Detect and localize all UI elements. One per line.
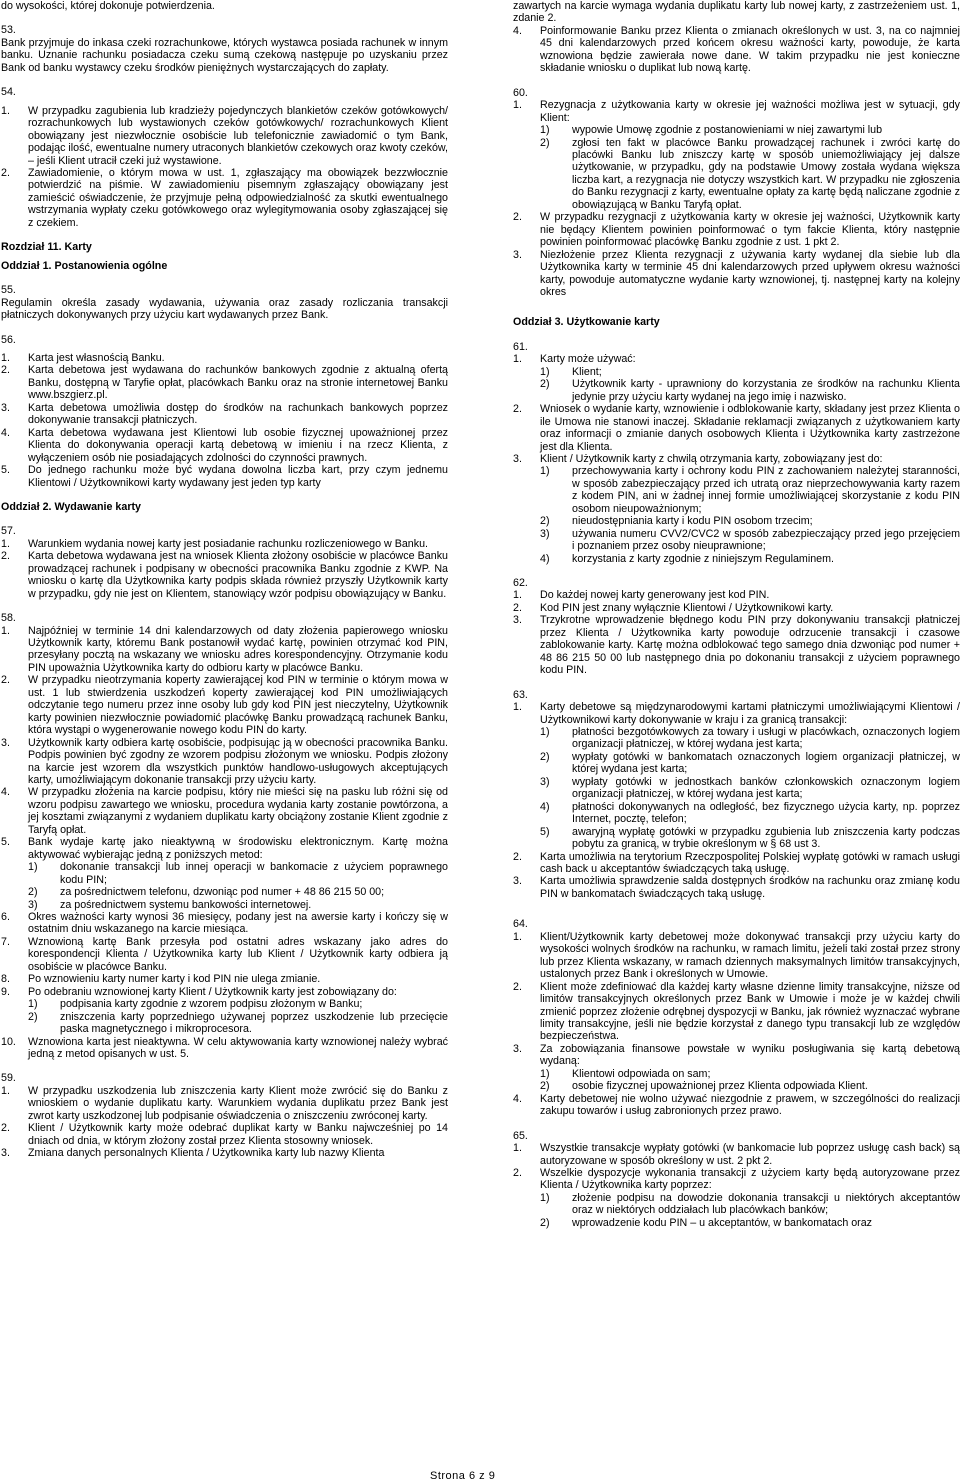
section-54-title: 54.	[1, 86, 16, 99]
item-text: Za zobowiązania finansowe powstałe w wyniku posługiwania się kartą debetową wydaną:	[540, 1042, 960, 1068]
item-text: złożenie podpisu na dowodzie dokonania transakcji u niektórych akceptantów oraz w niektórych oddziałach lub placówkach banków;	[572, 1191, 960, 1217]
item-text: Karta jest własnością Banku.	[28, 351, 165, 364]
item-text: zniszczenia karty poprzedniego używanej poprzez uszkodzenie lub przecięcie paska magnetycznego i mikroprocesora.	[60, 1010, 448, 1036]
section-64-3-sublist	[513, 1068, 960, 1093]
item-number: 2)	[540, 136, 550, 149]
item-number: 3.	[513, 875, 522, 888]
item-text: W przypadku zagubienia lub kradzieży pojedynczych blankietów czeków gotówkowych/ rozrachunkowych lub wystawionych czeków gotówkowych/ rozrachunkowych Klient obowiązany jest niezwłocznie osobiście lub telefonicznie zawiadomić o tym Bank, podając ilość, ewentualne numery utraconych blankietów czekowych oraz kwoty czeków, – jeśli Klient utracił czeki już wystawione.	[28, 104, 448, 167]
item-text: Do jednego rachunku może być wydana dowolna liczba kart, przy czym jednemu Klientowi / Użytkownikowi karty wydawany jest jeden typ karty	[28, 464, 448, 489]
sub-list-item	[513, 528, 960, 553]
item-number: 1.	[513, 701, 522, 714]
item-text: płatności bezgotówkowych za towary i usługi w placówkach, oznaczonych logiem organizacji płatniczej, w której wydana jest karta;	[572, 726, 960, 751]
item-text: Poinformowanie Banku przez Klienta o zmianach określonych w ust. 3, na co najmniej 45 dni kalendarzowych przed końcem okresu ważności karty, powoduje, że karta wznowiona będzie zawierała nowe dane. W takim przypadku nie jest konieczne składanie wniosku o duplikat lub nową kartę.	[540, 24, 960, 75]
sub-list-item	[513, 515, 960, 527]
item-text: płatności dokonywanych na odległość, bez fizycznego użycia karty, np. poprzez Internet, pocztę, telefon;	[572, 800, 960, 826]
list-item	[513, 99, 960, 124]
item-number: 9.	[1, 985, 10, 998]
item-text: Klientowi odpowiada on sam;	[572, 1067, 711, 1080]
item-text: Rezygnacja z użytkowania karty w okresie jej ważności możliwa jest w sytuacji, gdy Klient:	[540, 99, 960, 124]
sub-list-item	[513, 801, 960, 826]
list-item	[513, 614, 960, 676]
item-number: 7.	[1, 935, 10, 948]
item-text: Karta umożliwia sprawdzenie salda dostępnych środków na rachunku oraz zmianę kodu PIN w bankomatach świadczących taką usługę.	[540, 875, 960, 900]
item-text: W przypadku złożenia na karcie podpisu, który nie mieści się na pasku lub różni się od wzoru podpisu zawartego we wniosku, procedura wydania karty zostanie powtórzona, a jej kosztami związanymi z wydaniem duplikatu karty obciążony zostanie Klient zgodnie z Taryfą opłat.	[28, 786, 448, 836]
item-number: 3.	[1, 1147, 10, 1160]
sub-list-item	[1, 998, 448, 1010]
item-number: 10.	[1, 1035, 16, 1048]
item-number: 1.	[1, 624, 10, 637]
section-58-5-sublist	[1, 861, 448, 911]
section-62-list	[513, 589, 960, 676]
list-item	[1, 674, 448, 736]
item-text: awaryjną wypłatę gotówki w przypadku zgubienia lub zniszczenia karty podczas pobytu za granicą, w trybie określonym w § 68 ust 3.	[572, 825, 960, 851]
left-column	[0, 0, 448, 1160]
section-56-title: 56.	[1, 333, 16, 346]
section-65-title: 65.	[513, 1129, 528, 1142]
sub-list-item	[513, 1068, 960, 1080]
item-text: wypłaty gotówki w jednostkach banków członkowskich oznaczonym logiem organizacji płatniczej, w której wydana jest karta;	[572, 775, 960, 801]
item-number: 1.	[1, 537, 10, 550]
item-text: Klient / Użytkownik karty może odebrać duplikat karty w Banku najwcześniej po 14 dniach od dnia, w którym złożony został przez Klienta stosowny wniosek.	[28, 1122, 448, 1147]
sub-list-item	[513, 1217, 960, 1229]
item-number: 2.	[1, 166, 10, 179]
list-item	[513, 25, 960, 75]
item-text: Okres ważności karty wynosi 36 miesięcy, podany jest na awersie karty i kończy się w ostatnim dniu wskazanego na karcie miesiąca.	[28, 911, 448, 936]
sub-list-item	[513, 1192, 960, 1217]
item-text: Zawiadomienie, o którym mowa w ust. 1, zgłaszający ma obowiązek bezzwłocznie potwierdzić na piśmie. W zawiadomieniu pisemnym zgłaszający obowiązany jest zamieścić oświadczenie, że przyjmuje pełną odpowiedzialność za skutki ewentualnego wstrzymania wypłaty czeku gotówkowego oraz wylegitymowania osoby zgłaszającej się z czekiem.	[28, 166, 448, 229]
item-text: Użytkownik karty - uprawniony do korzystania ze środków na rachunku Klienta jedynie przy użyciu karty wydanej na jego imię i nazwisko.	[572, 378, 960, 403]
item-text: Do każdej nowej karty generowany jest kod PIN.	[540, 589, 770, 602]
section-54-list	[1, 105, 448, 230]
list-item	[513, 211, 960, 248]
item-text: W przypadku rezygnacji z użytkowania karty w okresie jej ważności, Użytkownik karty nie będący Klientem powinien poinformować o tym fakcie Klienta, który następnie powinien poinformować placówkę Banku zgodnie z ust. 1 pkt 2.	[540, 211, 960, 249]
item-number: 4)	[540, 800, 550, 813]
section-59-title: 59.	[1, 1072, 16, 1085]
item-number: 1.	[513, 930, 522, 943]
item-number: 5)	[540, 825, 550, 838]
list-item	[1, 538, 448, 550]
item-number: 2.	[513, 850, 522, 863]
section-58-9-sublist	[1, 998, 448, 1035]
item-number: 1)	[28, 998, 38, 1011]
section-58-list-a	[1, 625, 448, 862]
section-57-title: 57.	[1, 525, 16, 538]
item-text: osobie fizycznej upoważnionej przez Klienta odpowiada Klient.	[572, 1080, 868, 1093]
item-number: 1.	[1, 1084, 10, 1097]
section-58-title: 58.	[1, 612, 16, 625]
list-item	[1, 427, 448, 464]
item-text: Karta debetowa umożliwia dostęp do środków na rachunkach bankowych poprzez dokonywanie transakcji płatniczych.	[28, 401, 448, 427]
item-number: 2.	[513, 1166, 522, 1179]
list-item	[513, 602, 960, 614]
list-item	[1, 625, 448, 675]
sub-list-item	[513, 751, 960, 776]
item-number: 2.	[513, 403, 522, 416]
item-text: przechowywania karty i ochrony kodu PIN z zachowaniem należytej staranności, w sposób zabezpieczający przed ich utratą oraz nieprzechowywania karty razem z kodem PIN, ani w żadnej innej formie umożliwiającej skorzystanie z kodu PIN osobom nieupoważnionym;	[572, 465, 960, 515]
item-number: 3.	[1, 401, 10, 414]
section-53-title: 53.	[1, 24, 16, 37]
list-item	[1, 936, 448, 973]
oddzial-2-heading: Oddział 2. Wydawanie karty	[1, 500, 141, 513]
item-number: 2)	[540, 1216, 550, 1229]
item-number: 5.	[1, 836, 10, 849]
list-item	[513, 589, 960, 601]
item-text: dokonanie transakcji lub innej operacji w bankomacie z użyciem poprawnego kodu PIN;	[60, 861, 448, 886]
item-number: 1.	[513, 99, 522, 112]
item-number: 2.	[1, 674, 10, 687]
item-number: 2.	[1, 550, 10, 563]
item-number: 3)	[540, 527, 550, 540]
item-number: 1)	[540, 1191, 550, 1204]
item-text: Użytkownik karty odbiera kartę osobiście, podpisując ją w obecności pracownika Banku. Podpis powinien być zgodny ze wzorem podpisu złożonym we wniosku. Podpis złożony na karcie jest wzorem dla wszystkich punktów handlowo-usługowych akceptujących karty, umożliwiającym dokonanie transakcji przy użyciu karty.	[28, 736, 448, 787]
item-number: 2.	[513, 211, 522, 224]
list-item	[1, 737, 448, 787]
section-64-title: 64.	[513, 918, 528, 931]
item-text: Karty debetowej nie wolno używać niezgodnie z prawem, w szczególności do realizacji zakupu towarów i usług zabronionych przez prawo.	[540, 1092, 960, 1118]
item-number: 2)	[540, 378, 550, 391]
section-60-title: 60.	[513, 86, 528, 99]
item-number: 2.	[513, 601, 522, 614]
section-64-list	[513, 931, 960, 1068]
list-item	[1, 364, 448, 401]
item-number: 1)	[540, 726, 550, 739]
sub-list-item	[513, 553, 960, 565]
sub-list-item	[513, 124, 960, 136]
item-text: Po wznowieniu karty numer karty i kod PIN nie ulega zmianie.	[28, 973, 321, 986]
item-text: Niezłożenie przez Klienta rezygnacji z używania karty wydanej dla siebie lub dla Użytkownika karty w terminie 45 dni kalendarzowych przed upływem okresu ważności karty, powoduje automatyczne wydanie karty wznowionej, tj. następnej karty na kolejny okres	[540, 248, 960, 298]
item-number: 8.	[1, 973, 10, 986]
list-item	[513, 1043, 960, 1068]
sub-list-item	[1, 861, 448, 886]
item-number: 1)	[540, 124, 550, 137]
list-item	[1, 352, 448, 364]
sub-list-item	[513, 1080, 960, 1092]
item-text: Klient / Użytkownik karty z chwilą otrzymania karty, zobowiązany jest do:	[540, 452, 883, 465]
item-text: Warunkiem wydania nowej karty jest posiadanie rachunku rozliczeniowego w Banku.	[28, 537, 428, 550]
section-59-list	[1, 1085, 448, 1160]
list-item	[1, 986, 448, 998]
item-text: Karta debetowa wydawana jest na wniosek Klienta złożony osobiście w placówce Banku prowadzącej rachunek i podpisany w obecności pracownika Banku zgodnie z KWP. Na wniosku o kartę dla Użytkownika karty podpis składa również przyszły Użytkownik karty w przypadku, gdy nie jest on Klientem, stanowiący wzór podpisu obowiązujący w Banku.	[28, 550, 448, 600]
item-number: 4.	[1, 426, 10, 439]
item-text: Kod PIN jest znany wyłącznie Klientowi / Użytkownikowi karty.	[540, 601, 834, 614]
sub-list-item	[513, 776, 960, 801]
section-61-title: 61.	[513, 340, 528, 353]
list-item	[513, 851, 960, 876]
item-text: Klient może zdefiniować dla każdej karty własne dzienne limity transakcyjne, niższe od limitów transakcyjnych określonych przez Bank w Umowie i może je w każdej chwili zmienić poprzez złożenie odrębnej dyspozycji w Banku, jak również wyznaczać wybrane limity transakcyjne, jeśli nie będzie korzystał z danego typu transakcji lub ze względów bezpieczeństwa.	[540, 980, 960, 1043]
section-62-title: 62.	[513, 577, 528, 590]
section-57-list	[1, 538, 448, 600]
item-number: 1.	[513, 353, 522, 366]
list-item	[513, 249, 960, 299]
sub-list-item	[1, 886, 448, 898]
item-text: za pośrednictwem systemu bankowości internetowej.	[60, 898, 312, 911]
list-item	[513, 981, 960, 1043]
sub-list-item	[1, 1011, 448, 1036]
list-item	[513, 1093, 960, 1118]
item-text: Najpóźniej w terminie 14 dni kalendarzowych od daty złożenia papierowego wniosku Użytkownik karty, któremu Bank postanowił wydać kartę, powinien otrzymać kod PIN, przesyłany pocztą na wskazany we wniosku adres korespondencyjny. Otrzymanie kodu PIN upoważnia Użytkownika karty do odbioru karty w placówce Banku.	[28, 624, 448, 674]
item-number: 4.	[513, 24, 522, 37]
sub-list-item	[513, 378, 960, 403]
list-item	[1, 973, 448, 985]
section-55-title: 55.	[1, 284, 16, 297]
item-number: 3.	[513, 248, 522, 261]
list-item	[1, 464, 448, 489]
item-text: Wznowiona karta jest nieaktywna. W celu aktywowania karty wznowionej należy wybrać jedną z metod opisanych w ust. 5.	[28, 1035, 448, 1060]
section-61-3-sublist	[513, 465, 960, 565]
item-text: Wszystkie transakcje wypłaty gotówki (w bankomacie lub poprzez usługę cash back) są autoryzowane w sposób określony w ust. 2 pkt 2.	[540, 1142, 960, 1167]
item-text: Karty może używać:	[540, 353, 636, 366]
item-number: 4.	[1, 786, 10, 799]
item-number: 4.	[513, 1092, 522, 1105]
list-item	[1, 911, 448, 936]
item-number: 2)	[540, 515, 550, 528]
item-number: 1.	[1, 104, 10, 117]
list-item	[1, 167, 448, 229]
item-number: 3.	[513, 1042, 522, 1055]
item-text: używania numeru CVV2/CVC2 w sposób zabezpieczający przed jego przejęciem i poznaniem przez osoby nieuprawnione;	[572, 527, 960, 553]
item-number: 6.	[1, 911, 10, 923]
item-number: 2)	[540, 1080, 550, 1093]
list-item	[513, 931, 960, 981]
list-item	[1, 1085, 448, 1122]
page-number: Strona 6 z 9	[430, 1470, 496, 1482]
section-58-list-b	[1, 911, 448, 998]
sub-list-item	[513, 465, 960, 515]
right-column	[513, 0, 960, 1229]
item-number: 2)	[540, 750, 550, 763]
item-text: Karta debetowa wydawana jest Klientowi lub osobie fizycznej upoważnionej przez Klienta do dokonywania operacji kartą debetową w imieniu i na rzecz Klienta, z wyłączeniem osób nie posiadających zdolności do czynności prawnych.	[28, 426, 448, 464]
item-text: Wszelkie dyspozycje wykonania transakcji z użyciem karty będą autoryzowane przez Klienta / Użytkownika karty poprzez:	[540, 1166, 960, 1192]
section-65-2-sublist	[513, 1192, 960, 1229]
list-item	[513, 701, 960, 726]
sub-list-item	[513, 366, 960, 378]
item-text: Klient/Użytkownik karty debetowej może dokonywać transakcji przy użyciu karty do wysokości wolnych środków na rachunku, w ramach limitu, jeżeli taki został przez strony lub przez Klienta wskazany, w ramach dziennych maksymalnych limitów transakcyjnych, ustalonych przez Bank i określonych w Umowie.	[540, 930, 960, 981]
list-item	[1, 1147, 448, 1159]
item-text: zgłosi ten fakt w placówce Banku prowadzącej rachunek i zwróci kartę do placówki Banku lub zniszczy kartę w sposób uniemożliwiający jej dalsze użytkowanie, w przypadku, gdy na podstawie Umowy została wydana większa liczba kart, a rezygnacja nie dotyczy wszystkich kart. W przypadku nie zgłoszenia do Banku rezygnacji z karty, ewentualne opłaty za kartę będą naliczane zgodnie z obowiązującą w Banku Taryfą opłat.	[572, 136, 960, 211]
section-63-title: 63.	[513, 688, 528, 701]
sub-list-item	[1, 899, 448, 911]
item-text: wypowie Umowę zgodnie z postanowieniami w niej zawartymi lub	[572, 124, 883, 137]
item-text: wypłaty gotówki w bankomatach oznaczonych logiem organizacji płatniczej, w której wydana jest karta;	[572, 750, 960, 776]
item-number: 2.	[1, 1122, 10, 1135]
item-number: 3.	[513, 614, 522, 627]
item-text: W przypadku nieotrzymania koperty zawierającej kod PIN w terminie o którym mowa w ust. 1 lub stwierdzenia uszkodzeń koperty zawierającej kod PIN umożliwiających odczytanie tego numeru przez inne osoby lub gdy kod PIN jest nieczytelny, Użytkownik karty powinien niezwłocznie powiadomić placówkę Banku prowadzącą rachunek Banku, która wystąpi o wygenerowanie nowego kodu PIN do karty.	[28, 674, 448, 737]
item-number: 2)	[28, 1010, 38, 1023]
list-item	[513, 1142, 960, 1167]
list-item	[1, 1122, 448, 1147]
item-number: 3.	[1, 736, 10, 749]
item-text: Karta umożliwia na terytorium Rzeczpospolitej Polskiej wypłatę gotówki w ramach usługi cash back u akceptantów świadczących taką usługę.	[540, 850, 960, 875]
item-text: Trzykrotne wprowadzenie błędnego kodu PIN przy dokonywaniu transakcji płatniczej przez Klienta / Użytkownika karty powoduje odrzucenie transakcji i czasowe zablokowanie karty. Kartę można odblokować tego samego dnia dzwoniąc pod numer + 48 86 215 50 00 lub następnego dnia po dokonaniu transakcji z użyciem poprawnego kodu PIN.	[540, 614, 960, 677]
section-61-1-sublist	[513, 366, 960, 403]
oddzial-3-heading: Oddział 3. Użytkowanie karty	[513, 316, 660, 329]
item-text: Karty debetowe są międzynarodowymi kartami płatniczymi umożliwiającymi Klientowi / Użytkownikowi karty dokonywanie w kraju i za granicą transakcji:	[540, 701, 960, 726]
list-item	[1, 105, 448, 167]
oddzial-1-heading: Oddział 1. Postanowienia ogólne	[1, 259, 168, 272]
section-65-list	[513, 1142, 960, 1192]
item-number: 2.	[1, 364, 10, 377]
item-text: nieudostępniania karty i kodu PIN osobom trzecim;	[572, 515, 813, 528]
section-55-text: Regulamin określa zasady wydawania, używania oraz zasady rozliczania transakcji płatniczych dokonywanych przy użyciu kart wydawanych przez Bank.	[1, 296, 448, 322]
item-text: wprowadzenie kodu PIN – u akceptantów, w bankomatach oraz	[572, 1216, 873, 1229]
sub-list-item	[513, 137, 960, 212]
item-number: 1.	[513, 1142, 522, 1155]
sub-list-item	[513, 726, 960, 751]
item-number: 1.	[1, 351, 10, 364]
section-61-list-b	[513, 403, 960, 465]
item-text: Karta debetowa jest wydawana do rachunków bankowych zgodnie z aktualną ofertą Banku, dostępną w Taryfie opłat, placówkach Banku oraz na stronie internetowej Banku www.bszgierz.pl.	[28, 364, 448, 402]
item-number: 4)	[540, 552, 550, 565]
item-number: 2.	[513, 980, 522, 993]
item-text: Zmiana danych personalnych Klienta / Użytkownika karty lub nazwy Klienta	[28, 1147, 385, 1160]
item-text: Wniosek o wydanie karty, wznowienie i odblokowanie karty, składany jest przez Klienta o ile Umowa nie stanowi inaczej. Składanie reklamacji związanych z użytkowaniem karty oraz informacji o zmianie danych osobowych Klienta i Użytkownika karty zastrzeżone jest dla Klienta.	[540, 403, 960, 453]
list-item	[1, 1036, 448, 1061]
item-number: 1)	[28, 861, 38, 874]
item-text: W przypadku uszkodzenia lub zniszczenia karty Klient może zwrócić się do Banku z wnioskiem o wydanie duplikatu karty. Warunkiem wydania duplikatu przez Bank jest zwrot karty uszkodzonej lub podpisanie oświadczenia o zniszczeniu zwróconej karty.	[28, 1084, 448, 1122]
list-item	[1, 786, 448, 836]
item-number: 1.	[513, 589, 522, 602]
paragraph-continuation: zawartych na karcie wymaga wydania duplikatu karty lub nowej karty, z zastrzeżeniem ust. 1, zdanie 2.	[513, 0, 960, 25]
list-item	[1, 836, 448, 861]
item-number: 1)	[540, 465, 550, 478]
item-text: Klient;	[572, 365, 602, 378]
item-number: 5.	[1, 464, 10, 477]
list-item	[513, 353, 960, 365]
item-number: 3.	[513, 452, 522, 465]
item-text: podpisania karty zgodnie z wzorem podpisu złożonym w Banku;	[60, 998, 363, 1011]
list-item	[513, 403, 960, 453]
item-number: 2)	[28, 886, 38, 899]
list-item	[1, 550, 448, 600]
chapter-11-heading: Rozdział 11. Karty	[1, 241, 92, 254]
paragraph-continuation: do wysokości, której dokonuje potwierdzenia.	[1, 0, 215, 12]
section-60-list-b	[513, 211, 960, 298]
list-item	[513, 453, 960, 465]
item-number: 3)	[28, 898, 38, 911]
list-item	[513, 1167, 960, 1192]
item-text: Po odebraniu wznowionej karty Klient / Użytkownik karty jest zobowiązany do:	[28, 985, 397, 998]
list-item	[513, 875, 960, 900]
item-number: 1)	[540, 365, 550, 378]
section-56-list	[1, 352, 448, 489]
section-63-list-b	[513, 851, 960, 901]
item-number: 3)	[540, 775, 550, 788]
item-number: 1)	[540, 1067, 550, 1080]
section-63-1-sublist	[513, 726, 960, 851]
section-53-text: Bank przyjmuje do inkasa czeki rozrachunkowe, których wystawca posiada rachunek w innym banku. Uznanie rachunku posiadacza czeku sumą czekową następuje po uzyskaniu przez Bank od banku wystawcy czeku środków pieniężnych wystarczających do zapłaty.	[1, 36, 448, 74]
item-text: za pośrednictwem telefonu, dzwoniąc pod numer + 48 86 215 50 00;	[60, 886, 385, 899]
list-item	[1, 402, 448, 427]
item-text: Wznowioną kartę Bank przesyła pod ostatni adres wskazany jako adres do korespondencji Klienta / Użytkownika karty lub Klient / Użytkownik karty odbiera ją osobiście w placówce Banku.	[28, 935, 448, 973]
sub-list-item	[513, 826, 960, 851]
section-60-1-sublist	[513, 124, 960, 211]
item-text: korzystania z karty zgodnie z niniejszym Regulaminem.	[572, 552, 834, 565]
item-text: Bank wydaje kartę jako nieaktywną w środowisku elektronicznym. Kartę można aktywować wybierając jedną z poniższych metod:	[28, 836, 448, 861]
